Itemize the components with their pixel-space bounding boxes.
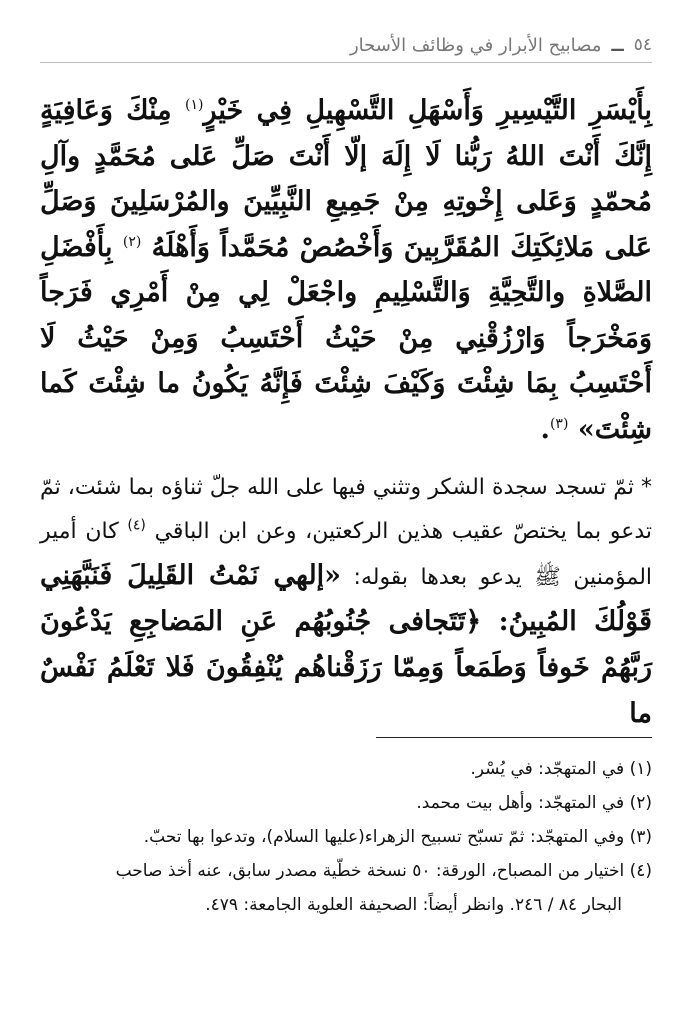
footnote-2: (٢) في المتهجّد: وأهل بيت محمد. <box>416 793 652 813</box>
footnote-ref-3: (٣) <box>549 415 569 432</box>
page-number: ٥٤ <box>633 35 652 55</box>
supp-line-5: واجْعَلْ لِي مِنْ أَمْرِي فَرَجاً وَمَخْرَجاً وَارْزُقْنِي مِنْ حَيْثُ أَحْتَسِبُ <box>40 277 653 354</box>
quoted-supplication: «إلهي نَمْتُ القَلِيلَ فَنَبَّهَنِي قَوْلُكَ المُبِينُ: ﴿تَتَجافى جُنُوبُهُم عَنِ المَضاجِعِ يَدْعُونَ رَبَّهُمْ خَوفاً وَطَمَعاً وَمِمّا رَزَقْناهُم يُنْفِقُونَ فَلا تَعْلَمُ نَفْسٌ ما <box>40 560 652 729</box>
prose-part-2: كان أمير المؤمنين <box>40 519 653 590</box>
main-text <box>40 88 652 738</box>
supplication-paragraph <box>40 88 652 452</box>
supp-line-4a: وَأَخْصُصْ مُحَمَّداً وَأَهْلَهُ <box>151 231 394 263</box>
final-period: . <box>540 413 550 445</box>
running-header <box>40 30 652 60</box>
supp-line-3: إِخْوتِهِ مِنْ جَمِيعِ النَّبِيِّينَ والمُرْسَلِينَ وَصَلِّ عَلى مَلائِكَتِكَ المُقَرَّبِينَ <box>40 186 653 263</box>
footnote-ref-2: (٢) <box>122 233 142 250</box>
footnote-1: (١) في المتهجّد: في يُسْر. <box>470 759 652 779</box>
footnote-4: (٤) اختيار من المصباح، الورقة: ٥٠ نسخة خطّية مصدر سابق، عنه أخذ صاحب <box>115 861 652 881</box>
header-ornament: ــ <box>611 34 624 56</box>
footnote-3: (٣) وفي المتهجّد: ثمّ تسبّح تسبيح الزهراء(عليها السلام)، وتدعوا بها تحبّ. <box>143 827 652 847</box>
supp-line-1b: مِنْكَ وَعَافِيَةٍ إِنَّكَ <box>40 95 652 172</box>
supp-line-6: وَمِنْ حَيْثُ لَا أَحْتَسِبُ بِمَا شِئْتَ وَكَيْفَ شِئْتَ فَإِنَّهُ يَكُونُ ما شِئْتَ <box>40 322 652 399</box>
footnotes <box>40 752 652 922</box>
supp-line-4b: بِأَفْضَلِ الصَّلاةِ والتَّحِيَّةِ وَالتَّسْلِيمِ <box>40 231 652 308</box>
prose-part-3: يدعو بعدها بقوله: <box>353 565 522 590</box>
salutation-glyph: ﷺ <box>534 565 561 590</box>
footnote-ref-4: (٤) <box>127 517 146 534</box>
footnote-ref-1: (١) <box>185 97 204 113</box>
supp-line-2: أَنْتَ اللهُ رَبُّنا لَا إِلَهَ إلّا أَنْتَ صَلِّ عَلى مُحَمَّدٍ وآلِ مُحمّدٍ وَعَلى <box>40 140 652 217</box>
supp-line-1a: بِأَيْسَرِ التَّيْسِيرِ وَأَسْهَلِ التَّسْهِيلِ فِي خَيْرٍ <box>203 95 653 126</box>
footnote-divider <box>376 737 652 738</box>
prose-part-1: * ثمّ تسجد سجدة الشكر وتثني فيها على الله جلّ ثناؤه بما شئت، ثمّ تدعو بما يختصّ عقيب هذين الركعتين، وعن ابن الباقي <box>40 475 652 544</box>
supp-line-7: كَما شِئْتَ» <box>40 368 652 445</box>
book-title: مصابيح الأبرار في وظائف الأسحار <box>349 34 602 56</box>
footnote-4-continuation: البحار ٨٤ / ٢٤٦. وانظر أيضاً: الصحيفة العلوية الجامعة: ٤٧٩. <box>205 895 622 915</box>
instruction-paragraph <box>40 466 652 738</box>
header-divider <box>40 62 652 63</box>
